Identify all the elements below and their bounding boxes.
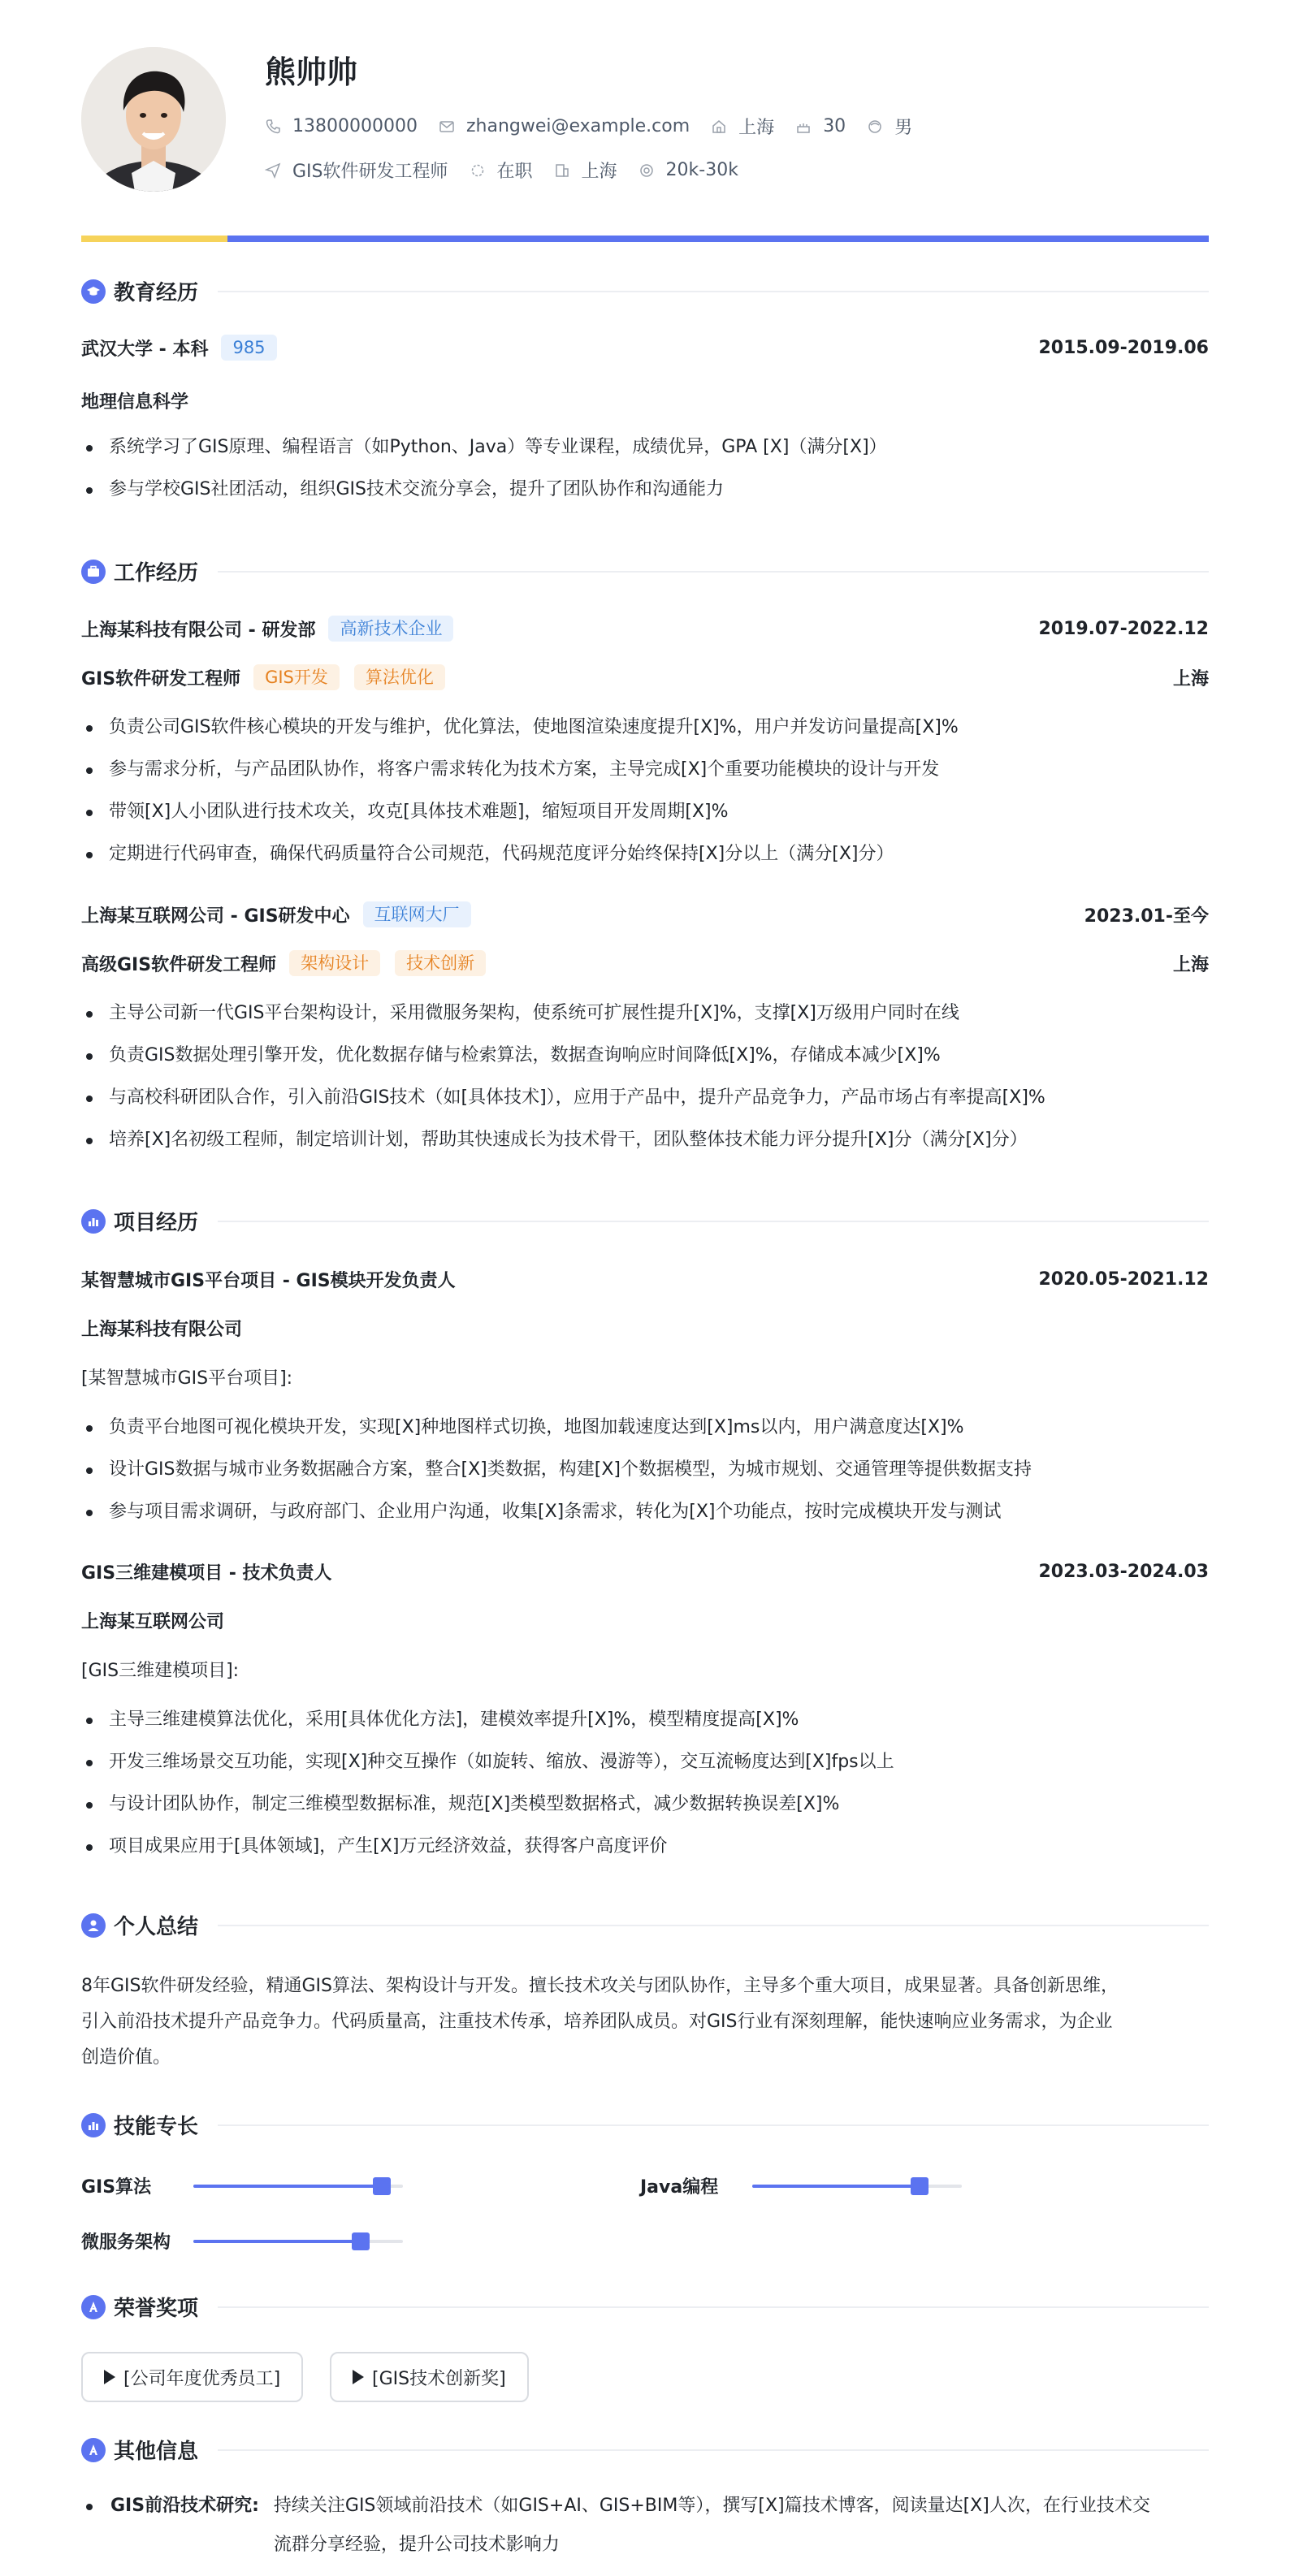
section-work xyxy=(81,556,1209,586)
coin-icon xyxy=(639,162,655,179)
email-text: zhangwei@example.com xyxy=(465,116,690,136)
skill-level-handle xyxy=(373,2177,391,2195)
work-role xyxy=(81,664,1209,690)
school-tag: 985 xyxy=(221,335,276,361)
status-icon xyxy=(470,162,486,179)
job-intent-row xyxy=(265,158,760,183)
play-icon xyxy=(353,2370,364,2384)
summary-line: 引入前沿技术提升产品竞争力。代码质量高，注重技术传承，培养团队成员。对GIS行业有深刻理解，能快速响应业务需求，为企业 xyxy=(81,2012,1113,2032)
skill-bar xyxy=(193,2240,403,2243)
list-item: 系统学习了GIS原理、编程语言（如Python、Java）等专业课程，成绩优异，GPA [X]（满分[X]） xyxy=(81,426,1209,469)
award-icon xyxy=(81,2295,106,2319)
phone-text: 13800000000 xyxy=(292,116,418,136)
play-icon xyxy=(104,2370,115,2384)
project-name: [某智慧城市GIS平台项目]: xyxy=(81,1368,293,1389)
company-name: 上海某科技有限公司 - 研发部 xyxy=(81,620,316,641)
other-value xyxy=(274,2487,1150,2565)
section-title: 其他信息 xyxy=(114,2440,199,2464)
role-tag: 架构设计 xyxy=(289,950,380,976)
gender-item xyxy=(867,114,912,139)
project-company: 上海某科技有限公司 xyxy=(81,1320,243,1340)
work-header xyxy=(81,616,1209,642)
project-header xyxy=(81,1267,1209,1292)
list-item: 负责公司GIS软件核心模块的开发与维护，优化算法，使地图渲染速度提升[X]%，用户并发访问量提高[X]% xyxy=(81,707,1209,749)
summary-text xyxy=(81,1969,1209,2076)
skill-level-handle xyxy=(911,2177,929,2195)
list-item: 参与需求分析，与产品团队协作，将客户需求转化为技术方案，主导完成[X]个重要功能模块的设计与开发 xyxy=(81,749,1209,791)
position-item xyxy=(265,158,448,183)
list-item: 项目成果应用于[具体领域]，产生[X]万元经济效益，获得客户高度评价 xyxy=(81,1826,1209,1868)
work-bullets xyxy=(81,707,1209,875)
work-bullets xyxy=(81,992,1209,1161)
mail-icon xyxy=(439,119,455,135)
list-item: 带领[X]人小团队进行技术攻关，攻克[具体技术难题]，缩短项目开发周期[X]% xyxy=(81,791,1209,833)
project-date: 2023.03-2024.03 xyxy=(1038,1562,1209,1582)
education-header xyxy=(81,335,1209,361)
skill-level-handle xyxy=(352,2232,370,2250)
list-item: 参与项目需求调研，与政府部门、企业用户沟通，收集[X]条需求，转化为[X]个功能点，按时完成模块开发与测试 xyxy=(81,1491,1209,1533)
summary-line: 8年GIS软件研发经验，精通GIS算法、架构设计与开发。擅长技术攻关与团队协作，主导多个重大项目，成果显著。具备创新思维， xyxy=(81,1976,1119,1996)
skill-name: Java编程 xyxy=(640,2177,719,2198)
list-item: 开发三维场景交互功能，实现[X]种交互操作（如旋转、缩放、漫游等），交互流畅度达到[X]fps以上 xyxy=(81,1741,1209,1783)
list-item: 负责平台地图可视化模块开发，实现[X]种地图样式切换，地图加载速度达到[X]ms以内，用户满意度达[X]% xyxy=(81,1407,1209,1449)
summary-line: 创造价值。 xyxy=(81,2047,171,2068)
section-title: 技能专长 xyxy=(114,2115,199,2139)
other-line: 流群分享经验，提升公司技术影响力 xyxy=(273,2535,560,2555)
work-city-item xyxy=(554,158,617,183)
age-item xyxy=(795,116,846,136)
list-item: 培养[X]名初级工程师，制定培训计划，帮助其快速成长为技术骨干，团队整体技术能力评分提升[X]分（满分[X]分） xyxy=(81,1119,1209,1161)
section-title: 荣誉奖项 xyxy=(114,2297,199,2321)
section-title: 个人总结 xyxy=(114,1915,199,1939)
phone-icon xyxy=(265,119,281,135)
list-item: 定期进行代码审查，确保代码质量符合公司规范，代码规范度评分始终保持[X]分以上（满分[X]分） xyxy=(81,833,1209,875)
skill-item xyxy=(640,2173,962,2198)
company-tag: 高新技术企业 xyxy=(328,616,453,642)
section-education xyxy=(81,276,1209,306)
age-text: 30 xyxy=(823,116,846,136)
graduation-cap-icon xyxy=(81,279,106,304)
project-bullets xyxy=(81,1407,1209,1533)
section-other xyxy=(81,2435,1209,2465)
section-title: 教育经历 xyxy=(114,281,199,305)
work-date: 2019.07-2022.12 xyxy=(1038,618,1209,639)
briefcase-icon xyxy=(81,560,106,584)
list-item: 与高校科研团队合作，引入前沿GIS技术（如[具体技术]），应用于产品中，提升产品竞争力，产品市场占有率提高[X]% xyxy=(81,1077,1209,1119)
header-divider xyxy=(81,236,1209,242)
send-icon xyxy=(265,162,281,179)
project-company: 上海某互联网公司 xyxy=(81,1612,225,1632)
email-item xyxy=(439,116,690,136)
list-item: 主导三维建模算法优化，采用[具体优化方法]，建模效率提升[X]%，模型精度提高[X]% xyxy=(81,1699,1209,1741)
award-chip xyxy=(81,2352,303,2402)
project-title: 某智慧城市GIS平台项目 - GIS模块开发负责人 xyxy=(81,1271,456,1291)
other-item xyxy=(81,2487,1209,2565)
project-header xyxy=(81,1559,1209,1584)
school-name: 武汉大学 - 本科 xyxy=(81,339,209,360)
bar-chart-icon xyxy=(81,2113,106,2137)
project-title: GIS三维建模项目 - 技术负责人 xyxy=(81,1563,332,1584)
skill-bar xyxy=(193,2185,403,2188)
salary-item xyxy=(639,160,738,180)
salary-text: 20k-30k xyxy=(665,160,738,180)
skill-name: 微服务架构 xyxy=(81,2232,171,2253)
work-city-text: 上海 xyxy=(581,162,617,182)
status-text: 在职 xyxy=(496,162,533,182)
list-item: 主导公司新一代GIS平台架构设计，采用微服务架构，使系统可扩展性提升[X]%，支撑[X]万级用户同时在线 xyxy=(81,992,1209,1035)
award-chip xyxy=(330,2352,529,2402)
award-label: [GIS技术创新奖] xyxy=(372,2368,506,2389)
other-key: GIS前沿技术研究: xyxy=(110,2496,259,2516)
city-text: 上海 xyxy=(738,118,775,138)
list-item: 与设计团队协作，制定三维模型数据标准，规范[X]类模型数据格式，减少数据转换误差[X]% xyxy=(81,1783,1209,1826)
role-title: 高级GIS软件研发工程师 xyxy=(81,954,277,975)
avatar xyxy=(81,47,226,192)
education-bullets xyxy=(81,426,1209,511)
other-line: 持续关注GIS领域前沿技术（如GIS+AI、GIS+BIM等），撰写[X]篇技术博客，阅读量达[X]人次，在行业技术交 xyxy=(273,2496,1150,2516)
list-item: 负责GIS数据处理引擎开发，优化数据存储与检索算法，数据查询响应时间降低[X]%，存储成本减少[X]% xyxy=(81,1035,1209,1077)
contact-row xyxy=(265,114,933,139)
skill-item xyxy=(81,2173,403,2198)
project-bullets xyxy=(81,1699,1209,1868)
skill-item xyxy=(81,2228,403,2254)
user-icon xyxy=(81,1913,106,1938)
building-icon xyxy=(554,162,570,179)
work-location: 上海 xyxy=(1172,668,1209,689)
role-tag: 算法优化 xyxy=(354,664,445,690)
work-location: 上海 xyxy=(1172,954,1209,975)
home-icon xyxy=(711,119,727,135)
candidate-name: 熊帅帅 xyxy=(265,54,358,90)
gender-text: 男 xyxy=(894,118,913,138)
company-tag: 互联网大厂 xyxy=(363,901,471,927)
project-name: [GIS三维建模项目]: xyxy=(81,1661,240,1681)
section-title: 工作经历 xyxy=(114,561,199,586)
award-label: [公司年度优秀员工] xyxy=(123,2368,281,2389)
skill-name: GIS算法 xyxy=(81,2177,152,2198)
major: 地理信息科学 xyxy=(81,392,189,413)
education-date: 2015.09-2019.06 xyxy=(1038,337,1209,358)
bar-chart-icon xyxy=(81,1209,106,1234)
list-item: 参与学校GIS社团活动，组织GIS技术交流分享会，提升了团队协作和沟通能力 xyxy=(81,469,1209,511)
section-skills xyxy=(81,2110,1209,2140)
phone-item xyxy=(265,116,418,136)
work-role xyxy=(81,950,1209,976)
city-item xyxy=(711,114,774,139)
position-text: GIS软件研发工程师 xyxy=(292,162,448,182)
work-header xyxy=(81,901,1209,927)
section-summary xyxy=(81,1910,1209,1940)
role-title: GIS软件研发工程师 xyxy=(81,668,241,689)
section-title: 项目经历 xyxy=(114,1211,199,1235)
cake-icon xyxy=(795,119,812,135)
gender-icon xyxy=(867,119,883,135)
work-date: 2023.01-至今 xyxy=(1084,905,1209,927)
list-item: 设计GIS数据与城市业务数据融合方案，整合[X]类数据，构建[X]个数据模型，为城市规划、交通管理等提供数据支持 xyxy=(81,1449,1209,1491)
role-tag: 技术创新 xyxy=(395,950,486,976)
section-awards xyxy=(81,2292,1209,2322)
role-tag: GIS开发 xyxy=(253,664,340,690)
status-item xyxy=(470,158,533,183)
section-projects xyxy=(81,1206,1209,1236)
skill-bar xyxy=(752,2185,962,2188)
info-icon xyxy=(81,2438,106,2462)
project-date: 2020.05-2021.12 xyxy=(1038,1269,1209,1290)
company-name: 上海某互联网公司 - GIS研发中心 xyxy=(81,905,350,927)
